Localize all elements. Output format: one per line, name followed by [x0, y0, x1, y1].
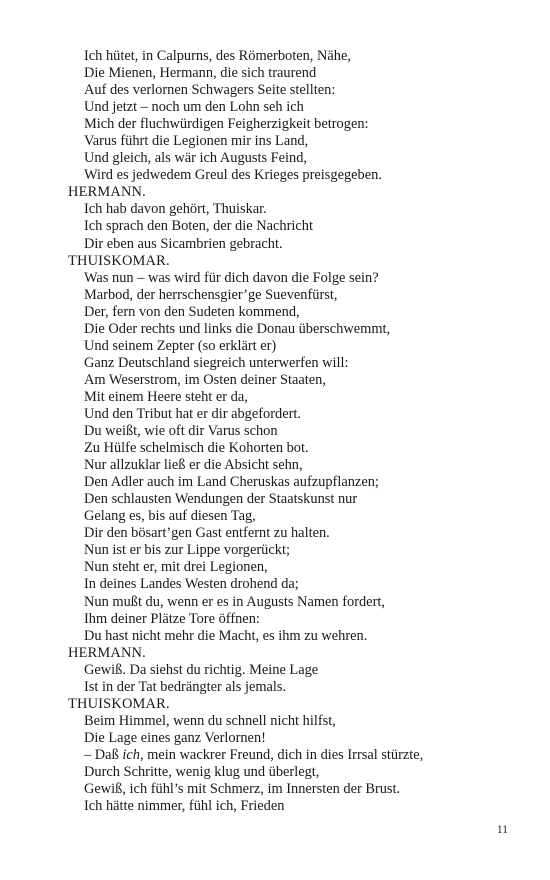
- verse-line: Auf des verlornen Schwagers Seite stellten:: [84, 82, 336, 99]
- page-number: 11: [496, 824, 508, 836]
- verse-line: Am Weserstrom, im Osten deiner Staaten,: [84, 371, 326, 388]
- verse-line: Ich sprach den Boten, der die Nachricht: [84, 218, 313, 235]
- verse-line: Ihm deiner Plätze Tore öffnen:: [84, 610, 260, 627]
- verse-line: Die Mienen, Hermann, die sich traurend: [84, 65, 317, 82]
- speaker-name: THUISKOMAR.: [68, 252, 170, 269]
- verse-line: Ich hätte nimmer, fühl ich, Frieden: [84, 798, 285, 815]
- verse-line: Varus führt die Legionen mir ins Land,: [84, 133, 309, 150]
- verse-line: Dir eben aus Sicambrien gebracht.: [84, 235, 283, 252]
- verse-line: Marbod, der herrschensgier’ge Suevenfürst,: [84, 286, 338, 303]
- verse-line: Den schlausten Wendungen der Staatskunst nur: [84, 491, 358, 508]
- verse-line: Dir den bösart’gen Gast entfernt zu halten.: [84, 525, 330, 542]
- verse-line: Beim Himmel, wenn du schnell nicht hilfst,: [84, 712, 336, 729]
- verse-line: Und jetzt – noch um den Lohn seh ich: [84, 99, 304, 116]
- verse-line: Und den Tribut hat er dir abgefordert.: [84, 405, 302, 422]
- speaker-name: THUISKOMAR.: [68, 695, 170, 712]
- verse-line: Gewiß, ich fühl’s mit Schmerz, im Innersten der Brust.: [84, 781, 401, 798]
- verse-line: Die Lage eines ganz Verlornen!: [84, 729, 266, 746]
- verse-line: Und gleich, als wär ich Augusts Feind,: [84, 150, 308, 167]
- verse-line: Mit einem Heere steht er da,: [84, 388, 248, 405]
- verse-line: In deines Landes Westen drohend da;: [84, 576, 299, 593]
- verse-line: Nun ist er bis zur Lippe vorgerückt;: [84, 542, 290, 559]
- verse-line: Ganz Deutschland siegreich unterwerfen will:: [84, 354, 349, 371]
- verse-line: Nun mußt du, wenn er es in Augusts Namen fordert,: [84, 593, 385, 610]
- speaker-name: HERMANN.: [68, 184, 146, 201]
- speaker-name: HERMANN.: [68, 644, 146, 661]
- emphasized-word: ich: [122, 746, 140, 763]
- verse-line: Was nun – was wird für dich davon die Folge sein?: [84, 269, 379, 286]
- verse-line: Wird es jedwedem Greul des Krieges preisgegeben.: [84, 167, 382, 184]
- verse-line: Durch Schritte, wenig klug und überlegt,: [84, 763, 320, 780]
- verse-line: Der, fern von den Sudeten kommend,: [84, 303, 300, 320]
- verse-line: Nun steht er, mit drei Legionen,: [84, 559, 268, 576]
- drama-text: [68, 48, 538, 815]
- verse-fragment: – Daß: [84, 746, 123, 763]
- verse-line: Den Adler auch im Land Cheruskas aufzupflanzen;: [84, 474, 379, 491]
- verse-line: Zu Hülfe schelmisch die Kohorten bot.: [84, 440, 309, 457]
- verse-line: Du weißt, wie oft dir Varus schon: [84, 423, 278, 440]
- verse-fragment: , mein wackrer Freund, dich in dies Irrsal stürzte,: [139, 746, 424, 763]
- verse-line: Die Oder rechts und links die Donau überschwemmt,: [84, 320, 391, 337]
- verse-line: [68, 747, 538, 764]
- verse-line: Ist in der Tat bedrängter als jemals.: [84, 678, 287, 695]
- verse-line: Ich hütet, in Calpurns, des Römerboten, Nähe,: [84, 48, 351, 64]
- verse-line: Mich der fluchwürdigen Feigherzigkeit betrogen:: [84, 116, 369, 133]
- verse-line: Gewiß. Da siehst du richtig. Meine Lage: [84, 661, 319, 678]
- verse-line: Gelang es, bis auf diesen Tag,: [84, 508, 256, 525]
- verse-line: Du hast nicht mehr die Macht, es ihm zu wehren.: [84, 627, 368, 644]
- verse-line: Und seinem Zepter (so erklärt er): [84, 337, 277, 354]
- verse-line: Ich hab davon gehört, Thuiskar.: [84, 201, 267, 218]
- verse-line: Nur allzuklar ließ er die Absicht sehn,: [84, 457, 303, 474]
